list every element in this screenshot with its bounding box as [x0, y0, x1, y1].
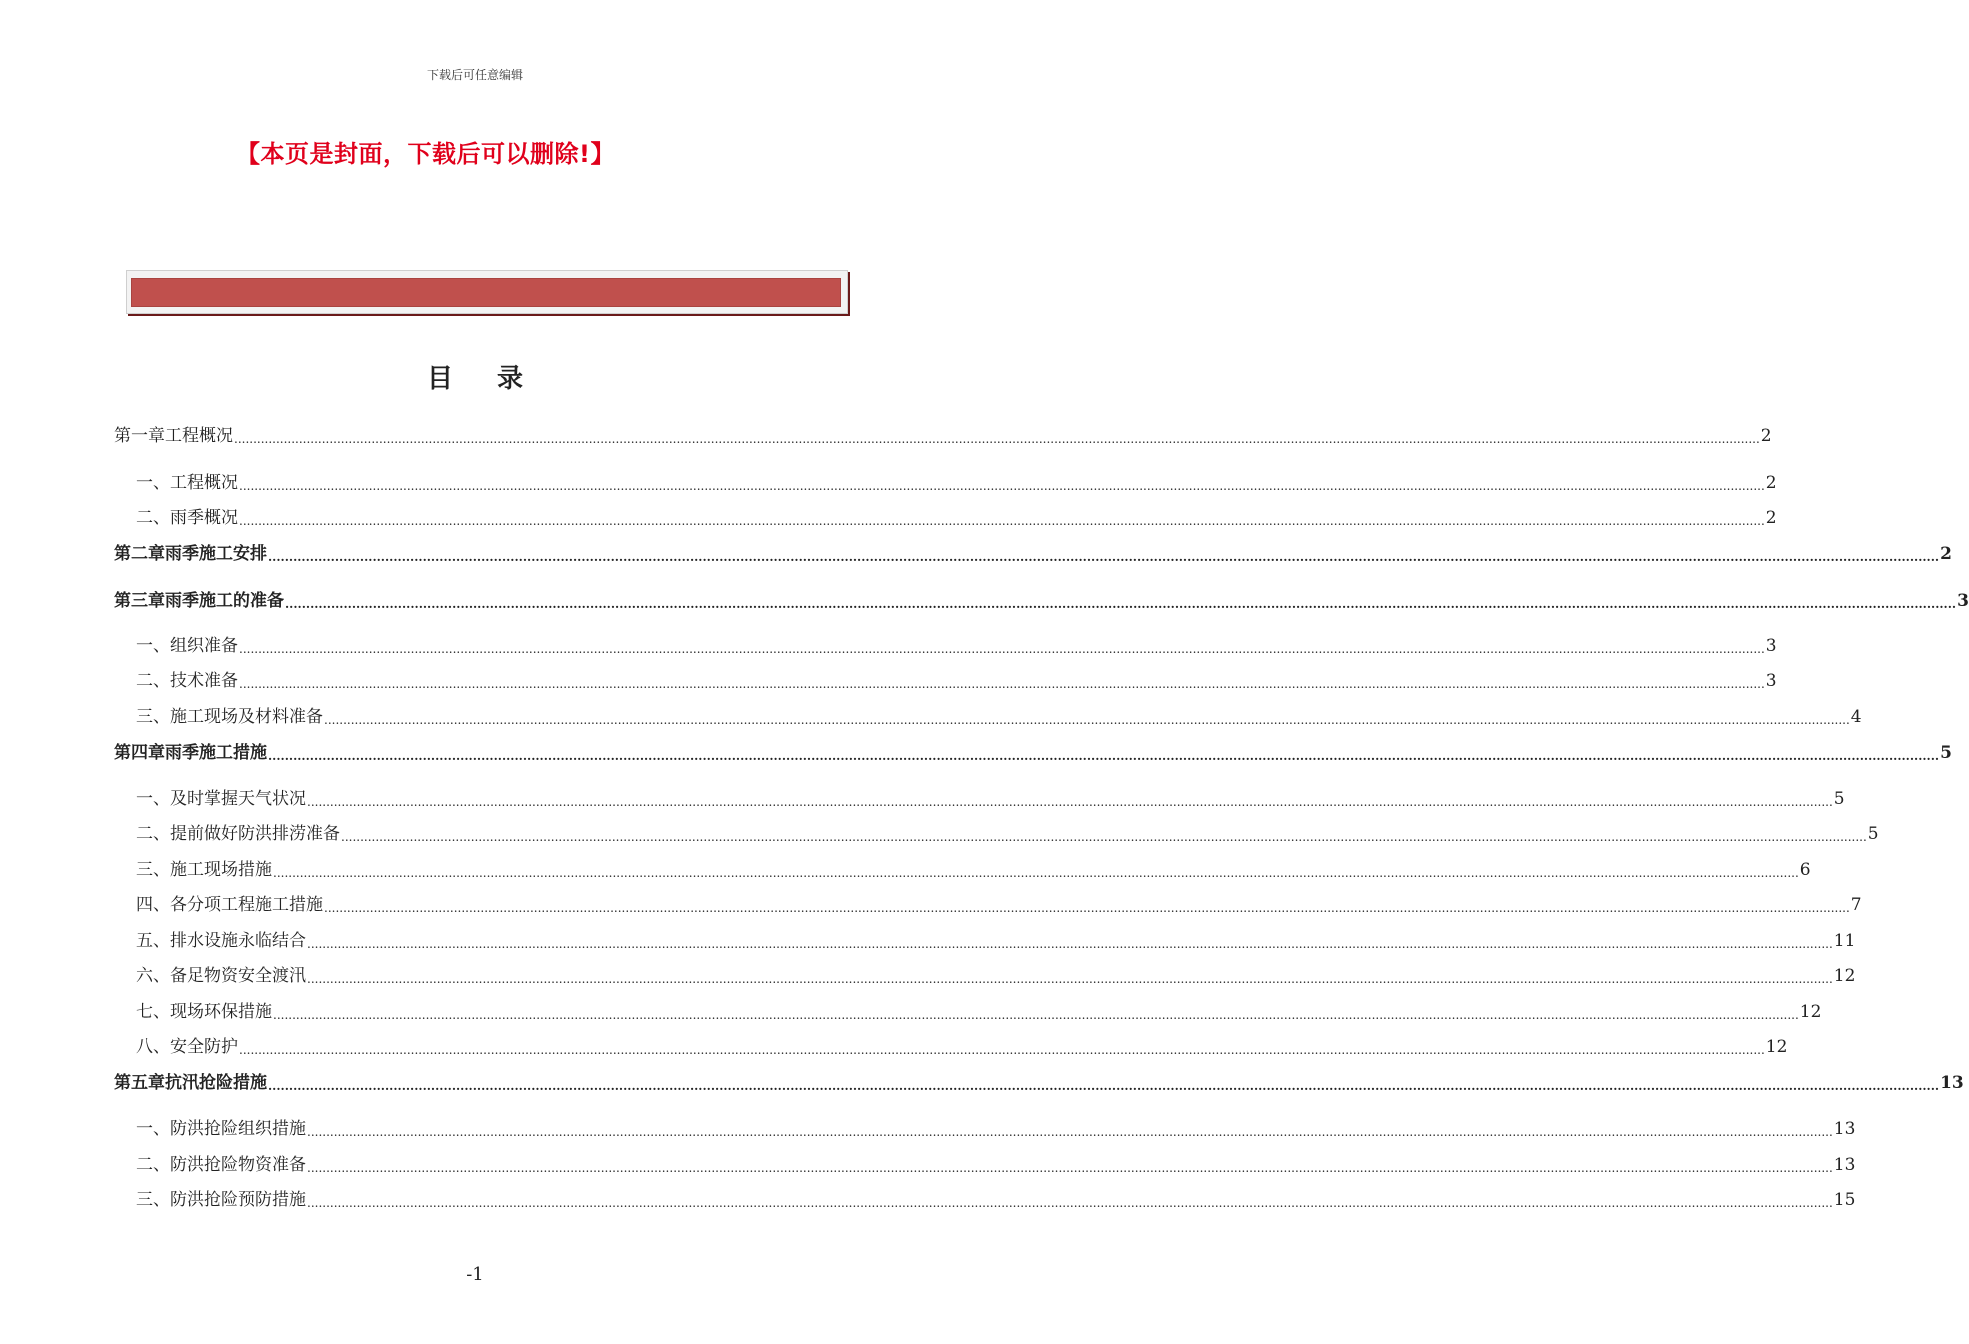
toc-dot-leader: ................................................................................................................................................................................................................................................................................................................................................................................................................	[268, 550, 1940, 564]
toc-entry[interactable]	[136, 668, 1777, 692]
toc-dot-leader: ................................................................................................................................................................................................................................................................................................................................................................................................................	[307, 1196, 1833, 1210]
toc-entry-label: 七、现场环保措施	[136, 1002, 272, 1022]
page-number: -1	[466, 1264, 484, 1285]
toc-dot-leader: ................................................................................................................................................................................................................................................................................................................................................................................................................	[307, 795, 1833, 809]
toc-dot-leader: ................................................................................................................................................................................................................................................................................................................................................................................................................	[239, 642, 1765, 656]
banner-fill	[131, 278, 841, 307]
toc-entry-page: 2	[1760, 426, 1772, 446]
toc-entry-label: 第五章抗汛抢险措施	[114, 1073, 267, 1093]
toc-entry[interactable]	[136, 963, 1856, 987]
toc-entry[interactable]	[114, 588, 1969, 612]
toc-entry-page: 3	[1765, 671, 1777, 691]
toc-entry-label: 第四章雨季施工措施	[114, 743, 267, 763]
toc-entry-label: 二、提前做好防洪排涝准备	[136, 824, 340, 844]
toc-entry-page: 13	[1940, 1073, 1964, 1093]
toc-entry-label: 六、备足物资安全渡汛	[136, 966, 306, 986]
toc-dot-leader: ................................................................................................................................................................................................................................................................................................................................................................................................................	[341, 830, 1867, 844]
toc-entry-page: 5	[1867, 824, 1879, 844]
toc-entry-label: 四、各分项工程施工措施	[136, 895, 323, 915]
toc-entry-page: 5	[1940, 743, 1952, 763]
toc-dot-leader: ................................................................................................................................................................................................................................................................................................................................................................................................................	[239, 677, 1765, 691]
toc-entry-page: 4	[1850, 707, 1862, 727]
toc-entry-page: 2	[1765, 508, 1777, 528]
toc-dot-leader: ................................................................................................................................................................................................................................................................................................................................................................................................................	[268, 749, 1940, 763]
toc-entry-label: 第三章雨季施工的准备	[114, 591, 284, 611]
toc-entry-page: 11	[1833, 931, 1856, 951]
toc-entry[interactable]	[136, 1116, 1856, 1140]
toc-entry-page: 3	[1765, 636, 1777, 656]
toc-dot-leader: ................................................................................................................................................................................................................................................................................................................................................................................................................	[239, 514, 1765, 528]
toc-dot-leader: ................................................................................................................................................................................................................................................................................................................................................................................................................	[268, 1079, 1940, 1093]
toc-entry-page: 12	[1833, 966, 1856, 986]
toc-dot-leader: ................................................................................................................................................................................................................................................................................................................................................................................................................	[307, 972, 1833, 986]
toc-entry-label: 五、排水设施永临结合	[136, 931, 306, 951]
toc-entry-label: 第二章雨季施工安排	[114, 544, 267, 564]
toc-entry-page: 6	[1799, 860, 1811, 880]
toc-entry-label: 三、施工现场及材料准备	[136, 707, 323, 727]
toc-entry[interactable]	[136, 470, 1777, 494]
toc-entry[interactable]	[114, 740, 1952, 764]
toc-dot-leader: ................................................................................................................................................................................................................................................................................................................................................................................................................	[239, 479, 1765, 493]
toc-entry-page: 12	[1765, 1037, 1788, 1057]
toc-dot-leader: ................................................................................................................................................................................................................................................................................................................................................................................................................	[285, 597, 1957, 611]
toc-entry[interactable]	[136, 999, 1822, 1023]
toc-entry-page: 13	[1833, 1119, 1856, 1139]
toc-entry-label: 一、工程概况	[136, 473, 238, 493]
toc-entry[interactable]	[136, 505, 1777, 529]
toc-entry-label: 二、雨季概况	[136, 508, 238, 528]
toc-entry-label: 一、防洪抢险组织措施	[136, 1119, 306, 1139]
toc-dot-leader: ................................................................................................................................................................................................................................................................................................................................................................................................................	[307, 1161, 1833, 1175]
toc-entry-page: 15	[1833, 1190, 1856, 1210]
toc-entry-label: 八、安全防护	[136, 1037, 238, 1057]
toc-entry[interactable]	[136, 1152, 1856, 1176]
toc-entry-label: 一、及时掌握天气状况	[136, 789, 306, 809]
toc-entry[interactable]	[136, 1034, 1788, 1058]
toc-entry[interactable]	[114, 423, 1772, 447]
toc-dot-leader: ................................................................................................................................................................................................................................................................................................................................................................................................................	[273, 866, 1799, 880]
toc-entry-label: 二、技术准备	[136, 671, 238, 691]
toc-entry[interactable]	[136, 892, 1862, 916]
toc-entry-page: 2	[1940, 544, 1952, 564]
toc-entry-page: 3	[1957, 591, 1969, 611]
decorative-banner	[126, 270, 848, 314]
toc-dot-leader: ................................................................................................................................................................................................................................................................................................................................................................................................................	[273, 1008, 1799, 1022]
toc-dot-leader: ................................................................................................................................................................................................................................................................................................................................................................................................................	[307, 1125, 1833, 1139]
toc-entry[interactable]	[136, 1187, 1856, 1211]
toc-dot-leader: ................................................................................................................................................................................................................................................................................................................................................................................................................	[324, 713, 1850, 727]
toc-entry[interactable]	[114, 1070, 1964, 1094]
toc-entry[interactable]	[136, 786, 1845, 810]
toc-entry[interactable]	[136, 704, 1862, 728]
toc-entry[interactable]	[136, 928, 1856, 952]
toc-entry-label: 一、组织准备	[136, 636, 238, 656]
toc-entry[interactable]	[136, 821, 1879, 845]
toc-entry[interactable]	[136, 857, 1811, 881]
toc-entry[interactable]	[136, 633, 1777, 657]
toc-entry-page: 7	[1850, 895, 1862, 915]
toc-dot-leader: ................................................................................................................................................................................................................................................................................................................................................................................................................	[239, 1043, 1765, 1057]
toc-entry-label: 三、施工现场措施	[136, 860, 272, 880]
toc-dot-leader: ................................................................................................................................................................................................................................................................................................................................................................................................................	[307, 937, 1833, 951]
toc-entry-label: 三、防洪抢险预防措施	[136, 1190, 306, 1210]
toc-title: 目录	[426, 364, 567, 394]
cover-notice: 【本页是封面，下载后可以删除!】	[236, 140, 615, 168]
toc-entry-page: 13	[1833, 1155, 1856, 1175]
toc-entry-label: 第一章工程概况	[114, 426, 233, 446]
header-note: 下载后可任意编辑	[426, 68, 523, 82]
toc-entry-page: 5	[1833, 789, 1845, 809]
toc-entry-label: 二、防洪抢险物资准备	[136, 1155, 306, 1175]
toc-entry[interactable]	[114, 541, 1952, 565]
toc-entry-page: 2	[1765, 473, 1777, 493]
toc-dot-leader: ................................................................................................................................................................................................................................................................................................................................................................................................................	[324, 901, 1850, 915]
toc-dot-leader: ................................................................................................................................................................................................................................................................................................................................................................................................................	[234, 432, 1760, 446]
toc-entry-page: 12	[1799, 1002, 1822, 1022]
